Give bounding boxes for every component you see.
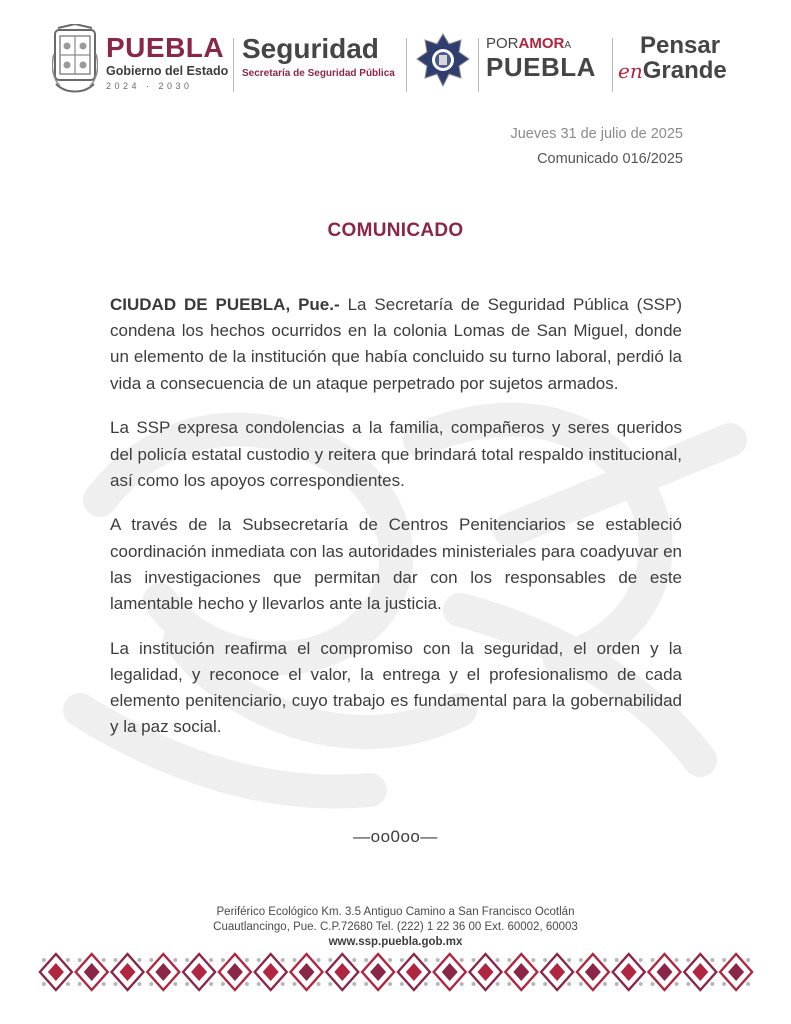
border-motif (76, 954, 108, 990)
border-motif (649, 954, 681, 990)
border-motif (613, 954, 645, 990)
document-title: COMUNICADO (327, 220, 464, 241)
campaign-por: POR (486, 35, 519, 52)
campaign-puebla: PUEBLA (486, 52, 596, 82)
pensar-en-grande-logo (618, 34, 742, 98)
footer-address-line-2: Cuautlancingo, Pue. C.P.72680 Tel. (222) 1 22 36 00 Ext. 60002, 60003 (213, 921, 578, 933)
paragraph-3: A través de la Subsecretaría de Centros Penitenciarios se estableció coordinación inmediata con las autoridades ministeriales para coadyuvar en las investigaciones que permitan dar con los responsables de este lamentable hecho y llevarlos ante la justicia. (110, 515, 682, 614)
footer-address-line-1: Periférico Ecológico Km. 3.5 Antiguo Camino a San Francisco Ocotlán (216, 906, 575, 918)
campaign-amor: AMOR (518, 35, 565, 52)
footer-contact (0, 905, 791, 950)
paragraph-1-text: La Secretaría de Seguridad Pública (SSP) condena los hechos ocurridos en la colonia Lomas de San Miguel, donde un elemento de la institución que había concluido su turno laboral, perdió la vida a consecuencia de un ataque perpetrado por sujetos armados. (110, 295, 682, 393)
border-motif (183, 954, 215, 990)
slogan-top: Pensar (640, 32, 721, 59)
police-badge-icon (416, 32, 470, 90)
decorative-border (38, 950, 754, 994)
paragraph-2: La SSP expresa condolencias a la familia, compañeros y seres queridos del policía estatal custodio y reitera que brindará total respaldo institucional, así como los apoyos correspondientes. (110, 418, 682, 490)
footer-website-link[interactable]: www.ssp.puebla.gob.mx (328, 936, 463, 948)
border-motif (147, 954, 179, 990)
header-logos (52, 24, 742, 104)
border-motif (434, 954, 466, 990)
paragraph-1 (110, 292, 682, 397)
dateline: CIUDAD DE PUEBLA, Pue.- (110, 295, 340, 314)
border-motif (112, 954, 144, 990)
state-seal-icon (52, 24, 98, 98)
seguridad-logo (242, 34, 402, 96)
gov-name: PUEBLA (106, 32, 225, 63)
border-motif (398, 954, 430, 990)
border-motif (470, 954, 502, 990)
border-motif (219, 954, 251, 990)
border-motif (577, 954, 609, 990)
slogan-en: en (618, 59, 643, 83)
border-motif (255, 954, 287, 990)
document-date: Jueves 31 de julio de 2025 (510, 126, 683, 142)
gov-years: 2024 · 2030 (106, 81, 193, 91)
por-amor-a-puebla-logo (486, 36, 608, 96)
divider (406, 38, 407, 92)
document-code: Comunicado 016/2025 (537, 151, 683, 167)
border-motif (291, 954, 323, 990)
border-motif (720, 954, 752, 990)
border-motif (362, 954, 394, 990)
divider (612, 38, 613, 92)
agency-subtitle: Secretaría de Seguridad Pública (242, 68, 395, 79)
paragraph-4: La institución reafirma el compromiso con la seguridad, el orden y la legalidad, y reconoce el valor, la entrega y el profesionalismo de cada elemento penitenciario, cuyo trabajo es fundamental para la gobernabilidad y la paz social. (110, 638, 682, 737)
agency-name: Seguridad (242, 33, 379, 64)
document-meta (510, 124, 683, 170)
closing-mark: —oo0oo— (353, 827, 438, 846)
gov-subtitle: Gobierno del Estado (106, 64, 229, 78)
divider (478, 38, 479, 92)
border-motif (505, 954, 537, 990)
border-motif (684, 954, 716, 990)
slogan-bottom: Grande (642, 57, 727, 84)
campaign-a: A (564, 40, 572, 51)
document-body (110, 292, 682, 759)
border-motif (541, 954, 573, 990)
border-motif (40, 954, 72, 990)
border-motif (326, 954, 358, 990)
divider (233, 38, 234, 92)
